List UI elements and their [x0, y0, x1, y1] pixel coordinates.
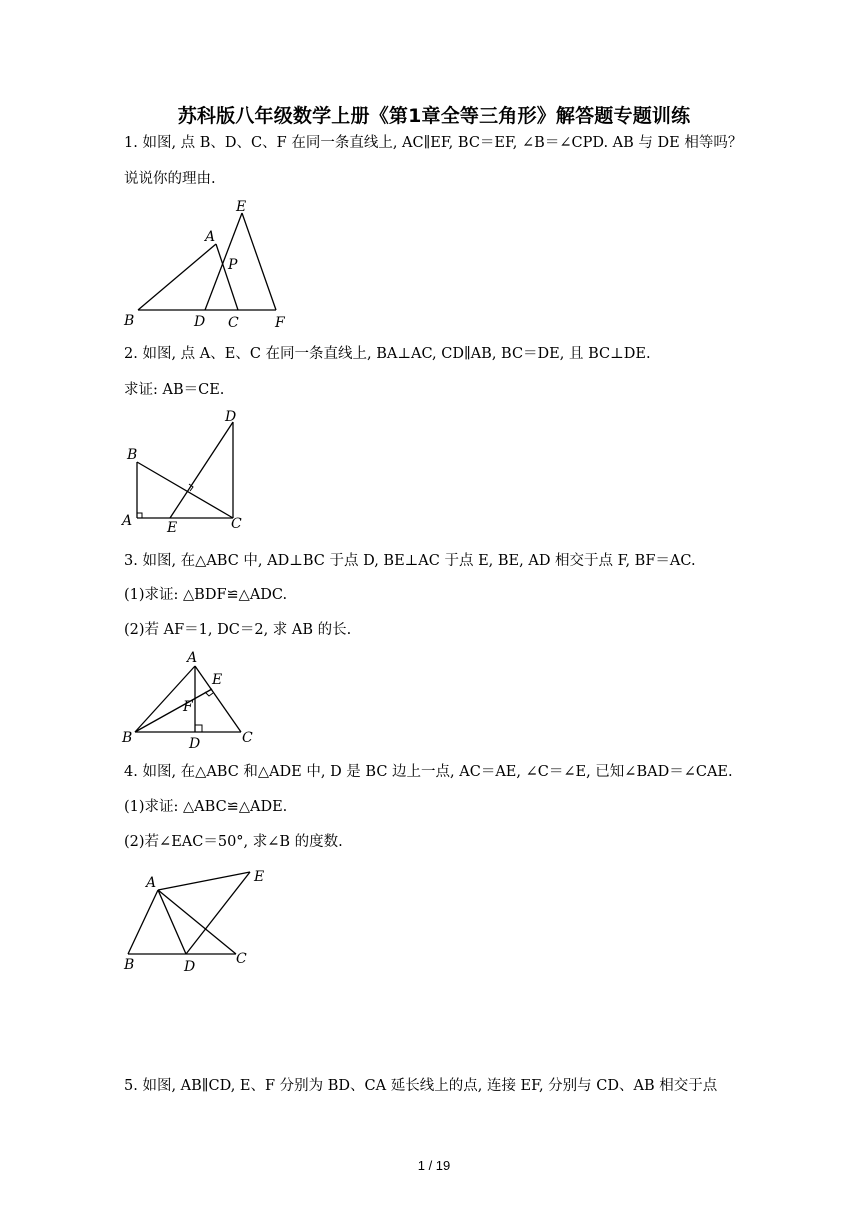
label-B: B [122, 730, 133, 746]
problem-2-question: 求证: AB＝CE. [124, 382, 225, 398]
label-B: B [127, 447, 138, 463]
label-F: F [183, 699, 193, 715]
problem-3-part-2: (2)若 AF＝1, DC＝2, 求 AB 的长. [124, 622, 352, 638]
label-A: A [187, 650, 198, 666]
page-indicator: 1 / 19 [417, 1158, 451, 1173]
label-E: E [212, 672, 223, 688]
label-A: A [146, 875, 157, 891]
label-A: A [122, 513, 133, 529]
problem-3-figure [118, 648, 263, 752]
label-D: D [189, 736, 201, 752]
label-B: B [124, 313, 135, 329]
label-E: E [254, 869, 265, 885]
problem-3-part-1: (1)求证: △BDF≌△ADC. [124, 587, 288, 603]
problem-1-question: 说说你的理由. [124, 171, 216, 187]
label-D: D [184, 959, 196, 975]
problem-4-part-2: (2)若∠EAC＝50°, 求∠B 的度数. [124, 834, 343, 850]
label-C: C [242, 730, 253, 746]
problem-1-figure [118, 196, 298, 332]
problem-3-statement: 3. 如图, 在△ABC 中, AD⊥BC 于点 D, BE⊥AC 于点 E, BE, AD 相交于点 F, BF＝AC. [124, 553, 696, 569]
problem-1-statement: 1. 如图, 点 B、D、C、F 在同一条直线上, AC∥EF, BC＝EF, ∠B＝∠CPD. AB 与 DE 相等吗？ [124, 135, 743, 151]
label-F: F [275, 315, 285, 331]
problem-2-figure [118, 404, 258, 538]
label-C: C [236, 951, 247, 967]
label-E: E [236, 199, 247, 215]
label-A: A [205, 229, 216, 245]
label-D: D [194, 314, 206, 330]
problem-4-part-1: (1)求证: △ABC≌△ADE. [124, 799, 288, 815]
problem-4-statement: 4. 如图, 在△ABC 和△ADE 中, D 是 BC 边上一点, AC＝AE, ∠C＝∠E, 已知∠BAD＝∠CAE. [124, 764, 733, 780]
label-D: D [225, 409, 237, 425]
document-title: 苏科版八年级数学上册《第1章全等三角形》解答题专题训练 [177, 105, 691, 127]
label-P: P [228, 257, 238, 273]
label-B: B [124, 957, 135, 973]
problem-2-statement: 2. 如图, 点 A、E、C 在同一条直线上, BA⊥AC, CD∥AB, BC＝DE, 且 BC⊥DE. [124, 346, 651, 362]
problem-5-statement: 5. 如图, AB∥CD, E、F 分别为 BD、CA 延长线上的点, 连接 EF, 分别与 CD、AB 相交于点 [124, 1078, 718, 1094]
label-E: E [167, 520, 178, 536]
label-C: C [231, 516, 242, 532]
label-C: C [228, 315, 239, 331]
problem-4-figure [118, 862, 274, 978]
